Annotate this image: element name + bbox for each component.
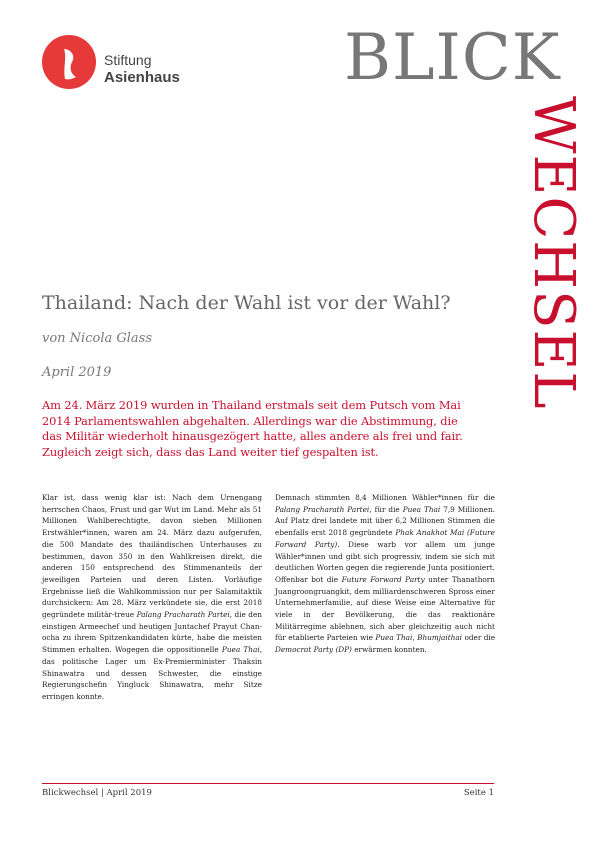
party-name: Bhumjaithai [417, 633, 463, 643]
body-text: , das politische Lager um Ex-Premierminister Thaksin Shinawatra und dessen Schwester, die einstige Regierungschefin Yingluck Shinawatra, mehr Sitze erringen konnte. [42, 645, 262, 701]
party-name: Puea Thai [221, 645, 260, 655]
stiftung-asienhaus-logo-mark-icon [42, 35, 96, 89]
party-name: Democrat Party (DP) [275, 645, 352, 655]
party-name: Puea Thai [375, 633, 413, 643]
body-text: , die den einstigen Armeechef und heutigen Juntachef Prayut Chan-ocha zu ihrem Spitzenkandidaten kürte, habe die meisten Stimmen erhalten. Wogegen die oppositionelle [42, 610, 262, 655]
footer-divider [42, 783, 494, 784]
party-name: Palang Pracharath Partei [275, 504, 370, 514]
article-lead: Am 24. März 2019 wurden in Thailand erstmals seit dem Putsch vom Mai 2014 Parlamentswahlen abgehalten. Allerdings war die Abstimmung, die das Militär wiederholt hinausgezögert hatte, alles andere als frei und fair. Zugleich zeigt sich, dass das Land weiter tief gespalten ist. [42, 398, 463, 459]
body-text: . Diese warb vor allem um junge Wähler*innen und gibt sich progressiv, indem sie sich mit deutlichen Worten gegen die regierende Junta positioniert. Offenbar bot die [275, 539, 495, 584]
party-name: Puea Thai [402, 504, 441, 514]
party-name: Phak Anakhot Mai (Future Forward Party) [275, 528, 495, 549]
logo-text-stiftung: Stiftung [104, 52, 152, 68]
footer-page-number: Seite 1 [463, 788, 494, 798]
footer-publication: Blickwechsel | April 2019 [42, 788, 152, 798]
article-author: von Nicola Glass [42, 331, 152, 346]
masthead-wechsel-vertical [521, 96, 586, 466]
stiftung-asienhaus-logo [42, 35, 202, 91]
body-text: erwärmen konnten. [354, 645, 427, 655]
body-text: 7,9 Millionen. Auf Platz drei landete mit über 6,2 Millionen Stimmen die ebenfalls erst 2018 gegründete [275, 504, 495, 538]
masthead-wechsel: WECHSEL [521, 96, 586, 410]
body-text: unter Thanathorn Juangroongruangkit, dem milliardenschweren Spross einer Unternehmerfamilie, auf diese Weise eine Alternative für viele in der Bevölkerung, die das reaktionäre Militärregime ablehnen, sich aber gleichzeitig auch nicht für etablierte Parteien wie [275, 574, 495, 643]
masthead-blick: BLICK [344, 21, 561, 95]
body-text: , für die [369, 504, 400, 514]
body-column-left [42, 492, 262, 703]
body-text: Klar ist, dass wenig klar ist: Nach dem Urnengang herrschen Chaos, Frust und gar Wut im Land. Mehr als 51 Millionen Wahlberechtigte, davon sieben Millionen Erstwähler*innen, waren am 24. März dazu aufgerufen, die 500 Mandate des thailändischen Unterhauses zu bestimmen, davon 350 in den Wahlkreisen direkt, die anderen 150 entsprechend des Stimmenanteils der jeweiligen Parteien und deren Listen. Vorläufige Ergebnisse ließ die Wahlkommission nur per Salamitaktik durchsickern: Am 28. März verkündete sie, die erst 2018 gegründete militär-treue [42, 493, 262, 620]
body-column-right [275, 492, 495, 656]
party-name: Palang Pracharath Partei [136, 610, 230, 620]
article-date: April 2019 [42, 365, 112, 380]
body-text: , [412, 633, 415, 643]
body-text: Demnach stimmten 8,4 Millionen Wähler*innen für die [275, 493, 495, 502]
article-title: Thailand: Nach der Wahl ist vor der Wahl? [42, 292, 451, 314]
body-text: oder die [464, 633, 496, 643]
party-name: Future Forward Party [341, 574, 425, 584]
logo-text-asienhaus: Asienhaus [104, 69, 180, 86]
